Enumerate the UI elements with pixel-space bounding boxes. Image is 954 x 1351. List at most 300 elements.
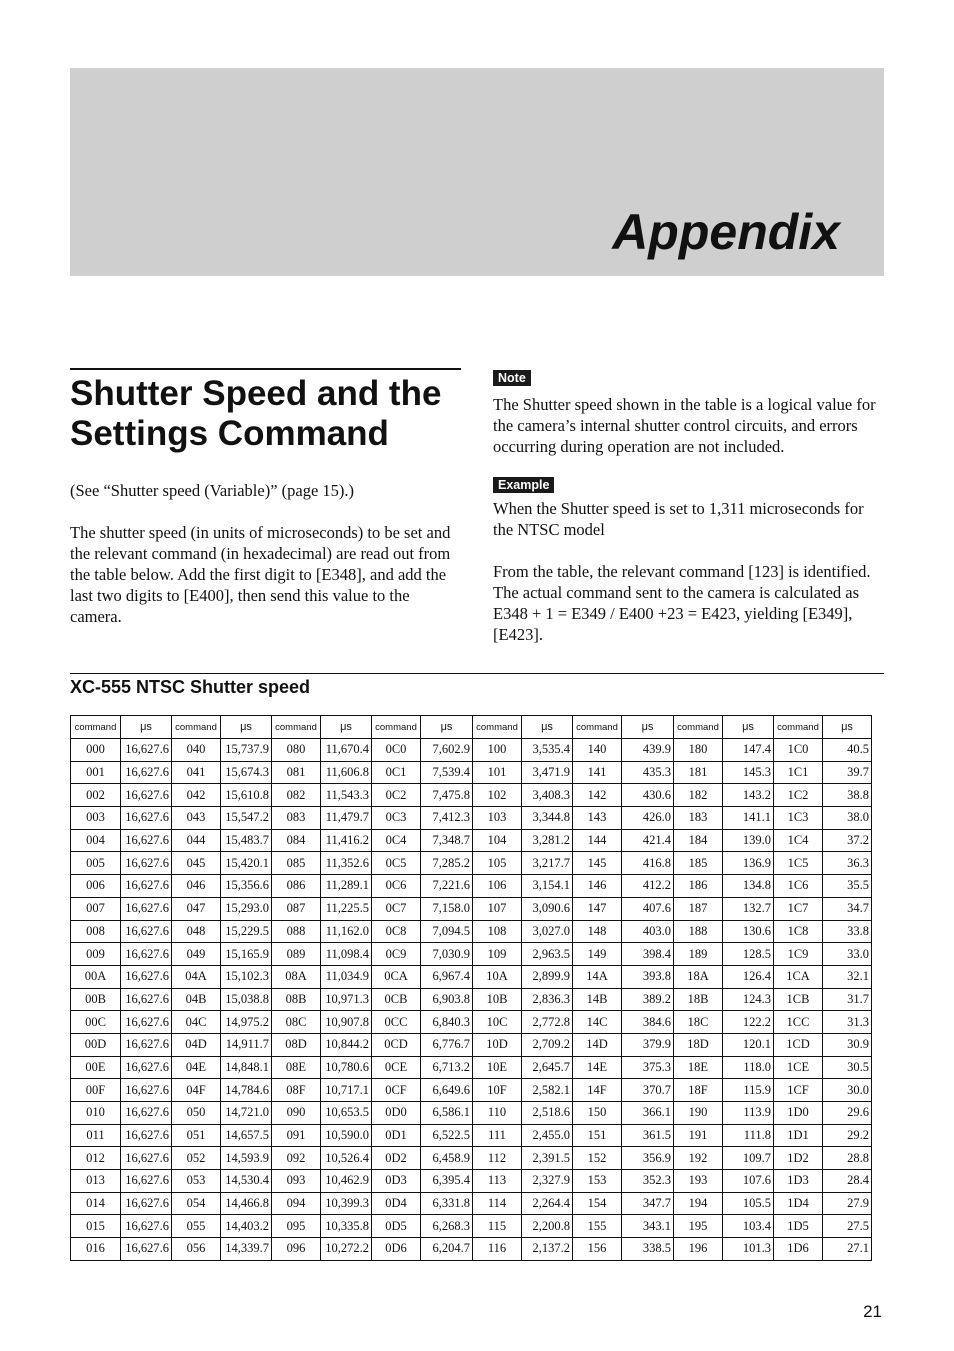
microseconds-cell: 16,627.6 <box>121 761 172 784</box>
command-cell: 015 <box>71 1215 121 1238</box>
example-text: When the Shutter speed is set to 1,311 microseconds for the NTSC model <box>493 499 864 539</box>
microseconds-cell: 16,627.6 <box>121 807 172 830</box>
command-cell: 183 <box>674 807 723 830</box>
column-header-command: command <box>372 716 421 739</box>
command-cell: 08F <box>272 1079 321 1102</box>
microseconds-cell: 15,293.0 <box>221 897 272 920</box>
command-cell: 1CC <box>774 1011 823 1034</box>
command-cell: 142 <box>573 784 622 807</box>
microseconds-cell: 6,967.4 <box>421 965 473 988</box>
microseconds-cell: 15,229.5 <box>221 920 272 943</box>
table-row <box>71 761 872 784</box>
microseconds-cell: 11,162.0 <box>321 920 372 943</box>
microseconds-cell: 7,475.8 <box>421 784 473 807</box>
microseconds-cell: 3,344.8 <box>522 807 573 830</box>
command-cell: 089 <box>272 943 321 966</box>
command-cell: 10A <box>473 965 522 988</box>
command-cell: 188 <box>674 920 723 943</box>
microseconds-cell: 7,030.9 <box>421 943 473 966</box>
command-cell: 111 <box>473 1124 522 1147</box>
command-cell: 048 <box>172 920 221 943</box>
command-cell: 152 <box>573 1147 622 1170</box>
microseconds-cell: 111.8 <box>723 1124 774 1147</box>
microseconds-cell: 11,098.4 <box>321 943 372 966</box>
command-cell: 153 <box>573 1170 622 1193</box>
microseconds-cell: 361.5 <box>622 1124 674 1147</box>
microseconds-cell: 109.7 <box>723 1147 774 1170</box>
command-cell: 081 <box>272 761 321 784</box>
table-row <box>71 1170 872 1193</box>
command-cell: 148 <box>573 920 622 943</box>
microseconds-cell: 10,590.0 <box>321 1124 372 1147</box>
command-cell: 156 <box>573 1238 622 1261</box>
see-reference: (See “Shutter speed (Variable)” (page 15).) <box>70 481 355 500</box>
microseconds-cell: 34.7 <box>823 897 872 920</box>
command-cell: 102 <box>473 784 522 807</box>
command-cell: 056 <box>172 1238 221 1261</box>
microseconds-cell: 10,399.3 <box>321 1192 372 1215</box>
command-cell: 04B <box>172 988 221 1011</box>
command-cell: 043 <box>172 807 221 830</box>
microseconds-cell: 6,586.1 <box>421 1102 473 1125</box>
microseconds-cell: 15,483.7 <box>221 829 272 852</box>
microseconds-cell: 15,737.9 <box>221 739 272 762</box>
command-cell: 154 <box>573 1192 622 1215</box>
command-cell: 084 <box>272 829 321 852</box>
command-cell: 141 <box>573 761 622 784</box>
microseconds-cell: 105.5 <box>723 1192 774 1215</box>
microseconds-cell: 16,627.6 <box>121 1238 172 1261</box>
microseconds-cell: 6,903.8 <box>421 988 473 1011</box>
command-cell: 190 <box>674 1102 723 1125</box>
table-row <box>71 965 872 988</box>
microseconds-cell: 16,627.6 <box>121 1056 172 1079</box>
microseconds-cell: 113.9 <box>723 1102 774 1125</box>
table-row <box>71 1238 872 1261</box>
microseconds-cell: 16,627.6 <box>121 897 172 920</box>
column-header-us: μs <box>823 716 872 739</box>
table-row <box>71 1192 872 1215</box>
microseconds-cell: 136.9 <box>723 852 774 875</box>
microseconds-cell: 118.0 <box>723 1056 774 1079</box>
table-row <box>71 807 872 830</box>
microseconds-cell: 124.3 <box>723 988 774 1011</box>
microseconds-cell: 3,281.2 <box>522 829 573 852</box>
command-cell: 1D4 <box>774 1192 823 1215</box>
microseconds-cell: 3,408.3 <box>522 784 573 807</box>
command-cell: 1D3 <box>774 1170 823 1193</box>
command-cell: 007 <box>71 897 121 920</box>
command-cell: 145 <box>573 852 622 875</box>
section-rule <box>70 368 461 370</box>
command-cell: 0C9 <box>372 943 421 966</box>
command-cell: 010 <box>71 1102 121 1125</box>
microseconds-cell: 31.7 <box>823 988 872 1011</box>
command-cell: 009 <box>71 943 121 966</box>
microseconds-cell: 6,268.3 <box>421 1215 473 1238</box>
microseconds-cell: 15,610.8 <box>221 784 272 807</box>
command-cell: 191 <box>674 1124 723 1147</box>
command-cell: 0CC <box>372 1011 421 1034</box>
page-number: 21 <box>863 1302 882 1321</box>
table-row <box>71 1011 872 1034</box>
microseconds-cell: 2,327.9 <box>522 1170 573 1193</box>
command-cell: 18E <box>674 1056 723 1079</box>
microseconds-cell: 15,420.1 <box>221 852 272 875</box>
microseconds-cell: 14,784.6 <box>221 1079 272 1102</box>
table-row <box>71 1147 872 1170</box>
microseconds-cell: 2,963.5 <box>522 943 573 966</box>
table-row <box>71 829 872 852</box>
command-cell: 104 <box>473 829 522 852</box>
microseconds-cell: 16,627.6 <box>121 1033 172 1056</box>
microseconds-cell: 10,780.6 <box>321 1056 372 1079</box>
microseconds-cell: 132.7 <box>723 897 774 920</box>
microseconds-cell: 33.8 <box>823 920 872 943</box>
microseconds-cell: 14,466.8 <box>221 1192 272 1215</box>
microseconds-cell: 403.0 <box>622 920 674 943</box>
table-row <box>71 1056 872 1079</box>
microseconds-cell: 11,034.9 <box>321 965 372 988</box>
column-header-command: command <box>473 716 522 739</box>
command-cell: 0D4 <box>372 1192 421 1215</box>
microseconds-cell: 11,479.7 <box>321 807 372 830</box>
table-title: XC-555 NTSC Shutter speed <box>70 677 311 697</box>
command-cell: 1CE <box>774 1056 823 1079</box>
microseconds-cell: 29.6 <box>823 1102 872 1125</box>
microseconds-cell: 16,627.6 <box>121 943 172 966</box>
command-cell: 14D <box>573 1033 622 1056</box>
command-cell: 008 <box>71 920 121 943</box>
microseconds-cell: 11,225.5 <box>321 897 372 920</box>
command-cell: 113 <box>473 1170 522 1193</box>
command-cell: 180 <box>674 739 723 762</box>
command-cell: 1CB <box>774 988 823 1011</box>
microseconds-cell: 6,331.8 <box>421 1192 473 1215</box>
microseconds-cell: 15,356.6 <box>221 875 272 898</box>
command-cell: 100 <box>473 739 522 762</box>
command-cell: 0CD <box>372 1033 421 1056</box>
column-header-command: command <box>674 716 723 739</box>
command-cell: 052 <box>172 1147 221 1170</box>
command-cell: 151 <box>573 1124 622 1147</box>
microseconds-cell: 27.9 <box>823 1192 872 1215</box>
microseconds-cell: 7,602.9 <box>421 739 473 762</box>
command-cell: 14C <box>573 1011 622 1034</box>
microseconds-cell: 14,593.9 <box>221 1147 272 1170</box>
command-cell: 088 <box>272 920 321 943</box>
command-cell: 04A <box>172 965 221 988</box>
command-cell: 1C7 <box>774 897 823 920</box>
command-cell: 192 <box>674 1147 723 1170</box>
command-cell: 0D2 <box>372 1147 421 1170</box>
microseconds-cell: 16,627.6 <box>121 1192 172 1215</box>
microseconds-cell: 16,627.6 <box>121 988 172 1011</box>
right-column <box>493 369 884 645</box>
microseconds-cell: 2,518.6 <box>522 1102 573 1125</box>
example-label: Example <box>493 477 554 493</box>
microseconds-cell: 15,165.9 <box>221 943 272 966</box>
command-cell: 0D3 <box>372 1170 421 1193</box>
microseconds-cell: 2,645.7 <box>522 1056 573 1079</box>
microseconds-cell: 11,670.4 <box>321 739 372 762</box>
command-cell: 182 <box>674 784 723 807</box>
section-title-line1: Shutter Speed and the <box>70 374 442 413</box>
command-cell: 10B <box>473 988 522 1011</box>
command-cell: 00C <box>71 1011 121 1034</box>
microseconds-cell: 39.7 <box>823 761 872 784</box>
command-cell: 1C0 <box>774 739 823 762</box>
command-cell: 185 <box>674 852 723 875</box>
microseconds-cell: 343.1 <box>622 1215 674 1238</box>
table-row <box>71 1079 872 1102</box>
microseconds-cell: 16,627.6 <box>121 965 172 988</box>
command-cell: 093 <box>272 1170 321 1193</box>
command-cell: 0D6 <box>372 1238 421 1261</box>
command-cell: 187 <box>674 897 723 920</box>
command-cell: 144 <box>573 829 622 852</box>
table-row <box>71 920 872 943</box>
command-cell: 194 <box>674 1192 723 1215</box>
microseconds-cell: 375.3 <box>622 1056 674 1079</box>
column-header-us: μs <box>321 716 372 739</box>
command-cell: 116 <box>473 1238 522 1261</box>
table-row <box>71 1215 872 1238</box>
microseconds-cell: 430.6 <box>622 784 674 807</box>
microseconds-cell: 379.9 <box>622 1033 674 1056</box>
note-label: Note <box>493 370 531 386</box>
command-cell: 14B <box>573 988 622 1011</box>
command-cell: 0D0 <box>372 1102 421 1125</box>
microseconds-cell: 2,582.1 <box>522 1079 573 1102</box>
column-header-us: μs <box>121 716 172 739</box>
command-cell: 011 <box>71 1124 121 1147</box>
command-cell: 054 <box>172 1192 221 1215</box>
microseconds-cell: 2,772.8 <box>522 1011 573 1034</box>
microseconds-cell: 7,158.0 <box>421 897 473 920</box>
microseconds-cell: 370.7 <box>622 1079 674 1102</box>
microseconds-cell: 7,348.7 <box>421 829 473 852</box>
microseconds-cell: 35.5 <box>823 875 872 898</box>
command-cell: 106 <box>473 875 522 898</box>
command-cell: 18D <box>674 1033 723 1056</box>
command-cell: 18B <box>674 988 723 1011</box>
column-header-command: command <box>172 716 221 739</box>
microseconds-cell: 6,522.5 <box>421 1124 473 1147</box>
table-row <box>71 897 872 920</box>
microseconds-cell: 11,416.2 <box>321 829 372 852</box>
command-cell: 04C <box>172 1011 221 1034</box>
command-cell: 094 <box>272 1192 321 1215</box>
command-cell: 1C2 <box>774 784 823 807</box>
appendix-banner <box>70 68 884 276</box>
microseconds-cell: 338.5 <box>622 1238 674 1261</box>
microseconds-cell: 28.4 <box>823 1170 872 1193</box>
column-header-us: μs <box>522 716 573 739</box>
microseconds-cell: 6,776.7 <box>421 1033 473 1056</box>
command-cell: 087 <box>272 897 321 920</box>
microseconds-cell: 122.2 <box>723 1011 774 1034</box>
microseconds-cell: 14,975.2 <box>221 1011 272 1034</box>
command-cell: 1C4 <box>774 829 823 852</box>
microseconds-cell: 31.3 <box>823 1011 872 1034</box>
command-cell: 00A <box>71 965 121 988</box>
command-cell: 1C5 <box>774 852 823 875</box>
command-cell: 0C0 <box>372 739 421 762</box>
microseconds-cell: 128.5 <box>723 943 774 966</box>
microseconds-cell: 412.2 <box>622 875 674 898</box>
microseconds-cell: 6,713.2 <box>421 1056 473 1079</box>
microseconds-cell: 2,200.8 <box>522 1215 573 1238</box>
command-cell: 10C <box>473 1011 522 1034</box>
example-result: From the table, the relevant command [123] is identified. The actual command sent to the camera is calculated as E348 + 1 = E349 / E400 +23 = E423, yielding [E349], [E423]. <box>493 562 871 644</box>
command-cell: 0C8 <box>372 920 421 943</box>
command-cell: 115 <box>473 1215 522 1238</box>
microseconds-cell: 15,674.3 <box>221 761 272 784</box>
microseconds-cell: 16,627.6 <box>121 1170 172 1193</box>
microseconds-cell: 14,721.0 <box>221 1102 272 1125</box>
microseconds-cell: 16,627.6 <box>121 784 172 807</box>
microseconds-cell: 7,221.6 <box>421 875 473 898</box>
command-cell: 109 <box>473 943 522 966</box>
microseconds-cell: 2,264.4 <box>522 1192 573 1215</box>
microseconds-cell: 115.9 <box>723 1079 774 1102</box>
microseconds-cell: 120.1 <box>723 1033 774 1056</box>
command-cell: 092 <box>272 1147 321 1170</box>
column-header-command: command <box>71 716 121 739</box>
microseconds-cell: 352.3 <box>622 1170 674 1193</box>
command-cell: 055 <box>172 1215 221 1238</box>
command-cell: 00D <box>71 1033 121 1056</box>
microseconds-cell: 141.1 <box>723 807 774 830</box>
command-cell: 0C5 <box>372 852 421 875</box>
command-cell: 042 <box>172 784 221 807</box>
microseconds-cell: 407.6 <box>622 897 674 920</box>
command-cell: 1C1 <box>774 761 823 784</box>
command-cell: 1C9 <box>774 943 823 966</box>
microseconds-cell: 10,272.2 <box>321 1238 372 1261</box>
shutter-speed-table <box>70 715 872 1261</box>
microseconds-cell: 33.0 <box>823 943 872 966</box>
command-cell: 08B <box>272 988 321 1011</box>
microseconds-cell: 30.9 <box>823 1033 872 1056</box>
command-cell: 1CA <box>774 965 823 988</box>
microseconds-cell: 10,653.5 <box>321 1102 372 1125</box>
microseconds-cell: 393.8 <box>622 965 674 988</box>
command-cell: 04F <box>172 1079 221 1102</box>
section-title <box>70 374 461 454</box>
command-cell: 1CF <box>774 1079 823 1102</box>
microseconds-cell: 6,395.4 <box>421 1170 473 1193</box>
command-cell: 08C <box>272 1011 321 1034</box>
command-cell: 005 <box>71 852 121 875</box>
command-cell: 002 <box>71 784 121 807</box>
microseconds-cell: 416.8 <box>622 852 674 875</box>
microseconds-cell: 6,458.9 <box>421 1147 473 1170</box>
microseconds-cell: 435.3 <box>622 761 674 784</box>
microseconds-cell: 16,627.6 <box>121 1011 172 1034</box>
command-cell: 00B <box>71 988 121 1011</box>
command-cell: 1D0 <box>774 1102 823 1125</box>
table-rule <box>70 673 884 674</box>
command-cell: 046 <box>172 875 221 898</box>
intro-paragraph: The shutter speed (in units of microseconds) to be set and the relevant command (in hexadecimal) are read out from the table below. Add the first digit to [E348], and add the last two digits to [E400], then send this value to the camera. <box>70 523 451 626</box>
command-cell: 096 <box>272 1238 321 1261</box>
microseconds-cell: 10,462.9 <box>321 1170 372 1193</box>
microseconds-cell: 10,717.1 <box>321 1079 372 1102</box>
microseconds-cell: 2,899.9 <box>522 965 573 988</box>
table-row <box>71 784 872 807</box>
microseconds-cell: 15,038.8 <box>221 988 272 1011</box>
table-row <box>71 739 872 762</box>
command-cell: 095 <box>272 1215 321 1238</box>
microseconds-cell: 30.5 <box>823 1056 872 1079</box>
command-cell: 00E <box>71 1056 121 1079</box>
microseconds-cell: 3,154.1 <box>522 875 573 898</box>
command-cell: 083 <box>272 807 321 830</box>
command-cell: 112 <box>473 1147 522 1170</box>
command-cell: 0C6 <box>372 875 421 898</box>
microseconds-cell: 2,455.0 <box>522 1124 573 1147</box>
command-cell: 047 <box>172 897 221 920</box>
command-cell: 10E <box>473 1056 522 1079</box>
table-row <box>71 875 872 898</box>
microseconds-cell: 30.0 <box>823 1079 872 1102</box>
microseconds-cell: 16,627.6 <box>121 875 172 898</box>
microseconds-cell: 40.5 <box>823 739 872 762</box>
microseconds-cell: 3,217.7 <box>522 852 573 875</box>
microseconds-cell: 145.3 <box>723 761 774 784</box>
microseconds-cell: 15,547.2 <box>221 807 272 830</box>
microseconds-cell: 7,539.4 <box>421 761 473 784</box>
table-row <box>71 1102 872 1125</box>
microseconds-cell: 426.0 <box>622 807 674 830</box>
microseconds-cell: 3,471.9 <box>522 761 573 784</box>
microseconds-cell: 14,530.4 <box>221 1170 272 1193</box>
microseconds-cell: 28.8 <box>823 1147 872 1170</box>
microseconds-cell: 6,649.6 <box>421 1079 473 1102</box>
microseconds-cell: 3,027.0 <box>522 920 573 943</box>
command-cell: 186 <box>674 875 723 898</box>
microseconds-cell: 14,848.1 <box>221 1056 272 1079</box>
microseconds-cell: 130.6 <box>723 920 774 943</box>
microseconds-cell: 14,657.5 <box>221 1124 272 1147</box>
command-cell: 10D <box>473 1033 522 1056</box>
microseconds-cell: 366.1 <box>622 1102 674 1125</box>
command-cell: 0D1 <box>372 1124 421 1147</box>
command-cell: 181 <box>674 761 723 784</box>
command-cell: 050 <box>172 1102 221 1125</box>
command-cell: 044 <box>172 829 221 852</box>
column-header-command: command <box>774 716 823 739</box>
command-cell: 082 <box>272 784 321 807</box>
command-cell: 003 <box>71 807 121 830</box>
command-cell: 0C7 <box>372 897 421 920</box>
microseconds-cell: 11,606.8 <box>321 761 372 784</box>
microseconds-cell: 389.2 <box>622 988 674 1011</box>
command-cell: 090 <box>272 1102 321 1125</box>
microseconds-cell: 10,844.2 <box>321 1033 372 1056</box>
microseconds-cell: 7,285.2 <box>421 852 473 875</box>
microseconds-cell: 2,137.2 <box>522 1238 573 1261</box>
command-cell: 0C4 <box>372 829 421 852</box>
microseconds-cell: 10,335.8 <box>321 1215 372 1238</box>
microseconds-cell: 2,391.5 <box>522 1147 573 1170</box>
microseconds-cell: 421.4 <box>622 829 674 852</box>
microseconds-cell: 134.8 <box>723 875 774 898</box>
section-title-line2: Settings Command <box>70 414 389 453</box>
column-header-us: μs <box>723 716 774 739</box>
